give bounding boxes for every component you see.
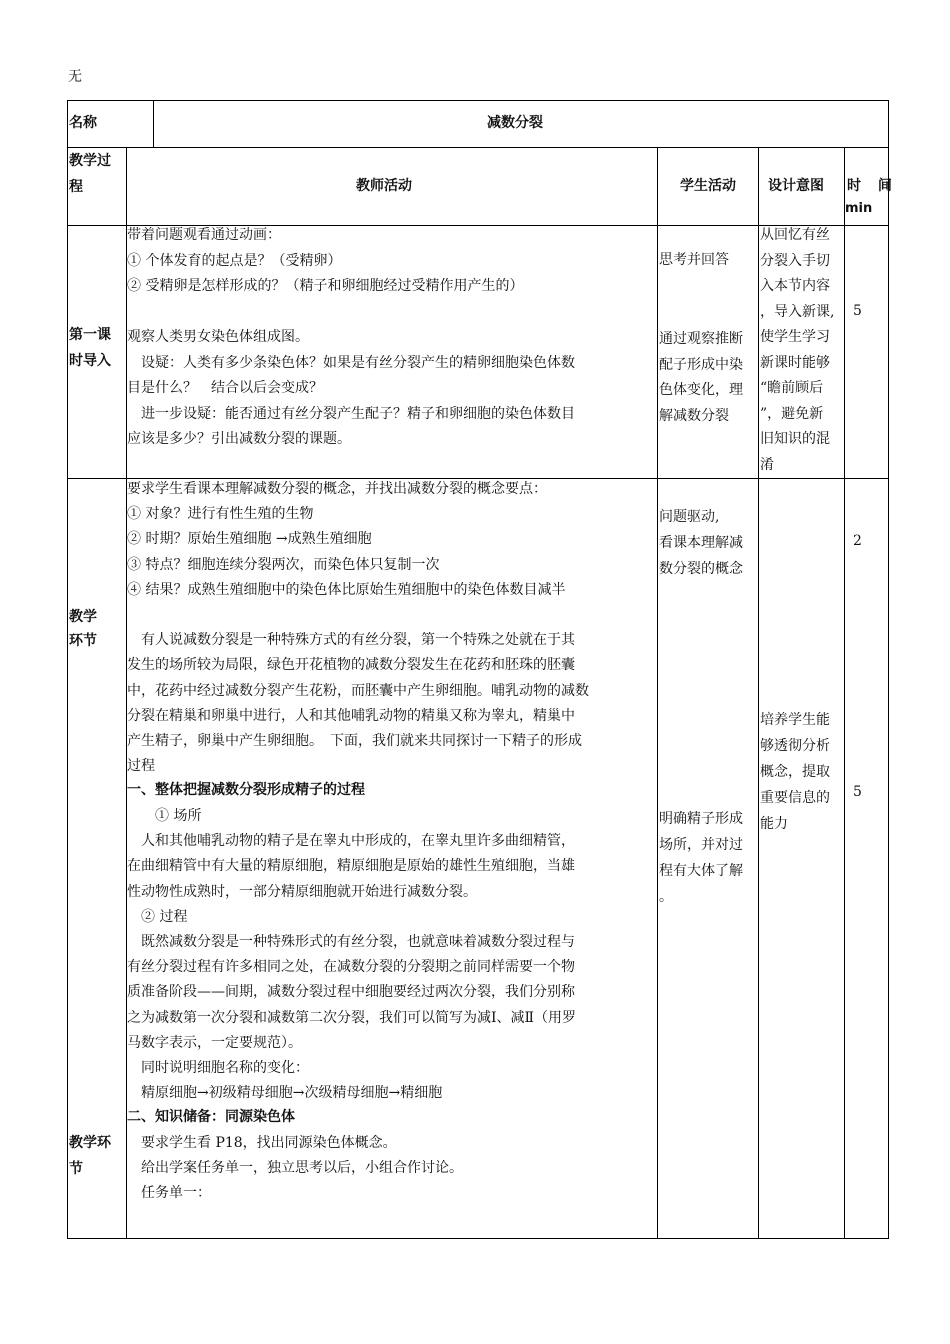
teacher-line: 有人说减数分裂是一种特殊方式的有丝分裂，第一个特殊之处就在于其: [127, 632, 575, 649]
lesson-title: 减数分裂: [487, 115, 543, 131]
student-line: 问题驱动,: [659, 509, 720, 525]
teacher-line: 之为减数第一次分裂和减数第二次分裂，我们可以简写为减Ⅰ、减Ⅱ（用罗: [127, 1009, 577, 1026]
teacher-line: 设疑：人类有多少条染色体？如果是有丝分裂产生的精卵细胞染色体数: [127, 354, 575, 371]
student-line: 。: [659, 889, 673, 905]
teacher-line: 质准备阶段——间期，减数分裂过程中细胞要经过两次分裂，我们分别称: [127, 984, 575, 1001]
design-line: 概念，提取: [760, 764, 830, 780]
design-line: 从回忆有丝: [760, 227, 830, 243]
design-line: 使学生学习: [760, 329, 830, 345]
design-line: 培养学生能: [760, 712, 830, 728]
row2-student-a: [659, 504, 759, 582]
teacher-line: [127, 603, 657, 628]
row2-teacher-activity: [127, 477, 657, 779]
col-teacher: 教师活动: [356, 178, 412, 194]
design-line: 入本节内容: [760, 278, 830, 294]
design-line: 重要信息的: [760, 790, 830, 806]
teacher-line: 人和其他哺乳动物的精子是在睾丸中形成的，在睾丸里许多曲细精管，: [127, 833, 575, 850]
row1-time: 5: [853, 303, 862, 319]
row2-label-4: 节: [69, 1161, 83, 1177]
row2-label-1: 教学: [69, 609, 97, 625]
teacher-line: 产生精子，卵巢中产生卵细胞。 下面，我们就来共同探讨一下精子的形成: [127, 732, 582, 749]
design-line: 够透彻分析: [760, 738, 830, 754]
col-time: 时 间: [847, 178, 898, 194]
student-line: 解减数分裂: [659, 407, 729, 424]
design-line: 淆: [760, 456, 774, 473]
teacher-line: ① 场所: [127, 808, 202, 824]
teacher-line: ④ 结果？成熟生殖细胞中的染色体比原始生殖细胞中的染色体数目减半: [127, 581, 566, 598]
row2-teacher-activity-c: [127, 1131, 657, 1207]
col-time-unit: min: [845, 201, 873, 216]
teacher-line: 给出学案任务单一，独立思考以后，小组合作讨论。: [127, 1160, 463, 1177]
row2-label-3: 教学环: [69, 1135, 111, 1151]
student-line: 看课本理解减: [659, 535, 743, 551]
design-line: 旧知识的混: [760, 431, 830, 447]
teacher-line: ① 对象？进行有性生殖的生物: [127, 506, 314, 523]
teacher-line: 同时说明细胞名称的变化：: [127, 1059, 309, 1076]
teacher-line: ② 时期？原始生殖细胞 →成熟生殖细胞: [127, 531, 372, 548]
teacher-line: ② 受精卵是怎样形成的？（精子和卵细胞经过受精作用产生的）: [127, 278, 524, 294]
teacher-line: 在曲细精管中有大量的精原细胞，精原细胞是原始的雄性生殖细胞，当雄: [127, 858, 575, 875]
teacher-line: 中，花药中经过减数分裂产生花粉，而胚囊中产生卵细胞。哺乳动物的减数: [127, 682, 589, 699]
teacher-line: 要求学生看 P18，找出同源染色体概念。: [127, 1135, 397, 1151]
teacher-line: 马数字表示，一定要规范）。: [127, 1034, 302, 1051]
teacher-line: ① 个体发育的起点是？（受精卵）: [127, 252, 342, 269]
section-heading-2: 二、知识储备：同源染色体: [127, 1109, 295, 1125]
row2-time-b: 5: [853, 784, 862, 800]
teacher-line: 要求学生看课本理解减数分裂的概念，并找出减数分裂的概念要点：: [127, 481, 547, 497]
design-line: 新课时能够: [760, 354, 830, 371]
teacher-line: 过程: [127, 758, 155, 775]
row2-label-2: 环节: [69, 633, 97, 649]
teacher-line: 应该是多少？引出减数分裂的课题。: [127, 431, 351, 447]
section-heading-1: 一、整体把握减数分裂形成精子的过程: [127, 782, 365, 798]
teacher-line: 进一步设疑：能否通过有丝分裂产生配子？精子和卵细胞的染色体数目: [127, 405, 575, 422]
design-line: 能力: [760, 816, 788, 832]
teacher-line: 精原细胞→初级精母细胞→次级精母细胞→精细胞: [127, 1085, 443, 1102]
row1-design-intent: [760, 223, 846, 478]
teacher-line: ③ 特点？细胞连续分裂两次，而染色体只复制一次: [127, 556, 440, 573]
row1-teacher-activity: [127, 223, 657, 453]
row2-design-intent: [760, 707, 846, 837]
teacher-line: 观察人类男女染色体组成图。: [127, 329, 309, 345]
teacher-line: [127, 300, 657, 326]
row1-student-a: 思考并回答: [659, 252, 729, 268]
row2-time-a: 2: [853, 533, 862, 549]
teacher-line: 任务单一：: [127, 1185, 211, 1202]
design-line: ，导入新课,: [760, 303, 835, 320]
row1-label: 第一课时导入: [69, 327, 111, 369]
row1-student-b: [659, 327, 759, 429]
teacher-line: ② 过程: [127, 908, 188, 925]
student-line: 明确精子形成: [659, 811, 743, 827]
teacher-line: 分裂在精巢和卵巢中进行，人和其他哺乳动物的精巢又称为睾丸，精巢中: [127, 707, 575, 724]
name-label: 名称: [69, 115, 97, 131]
row2-student-b: [659, 806, 759, 910]
student-line: 色体变化，理: [659, 382, 743, 398]
teacher-line: 有丝分裂过程有许多相同之处，在减数分裂的分裂期之前同样需要一个物: [127, 959, 575, 976]
teacher-line: 发生的场所较为局限，绿色开花植物的减数分裂发生在花药和胚珠的胚囊: [127, 657, 575, 674]
student-line: 场所，并对过: [659, 837, 743, 853]
top-note: 无: [68, 69, 82, 85]
teacher-line: 既然减数分裂是一种特殊形式的有丝分裂，也就意味着减数分裂过程与: [127, 933, 575, 950]
col-student: 学生活动: [680, 178, 736, 194]
col-design: 设计意图: [768, 178, 824, 194]
student-line: 程有大体了解: [659, 863, 743, 879]
design-line: ”，避免新: [760, 405, 824, 422]
design-line: “瞻前顾后: [760, 380, 824, 396]
student-line: 数分裂的概念: [659, 561, 743, 577]
col-process: 教学过程: [69, 153, 111, 195]
row2-teacher-activity-b: [127, 804, 657, 1106]
student-line: 配子形成中染: [659, 356, 743, 373]
teacher-line: 性动物性成熟时，一部分精原细胞就开始进行减数分裂。: [127, 883, 477, 900]
student-line: 通过观察推断: [659, 331, 743, 347]
design-line: 分裂入手切: [760, 252, 830, 269]
teacher-line: 目是什么？ 结合以后会变成？: [127, 380, 323, 396]
teacher-line: 带着问题观看通过动画：: [127, 227, 281, 243]
